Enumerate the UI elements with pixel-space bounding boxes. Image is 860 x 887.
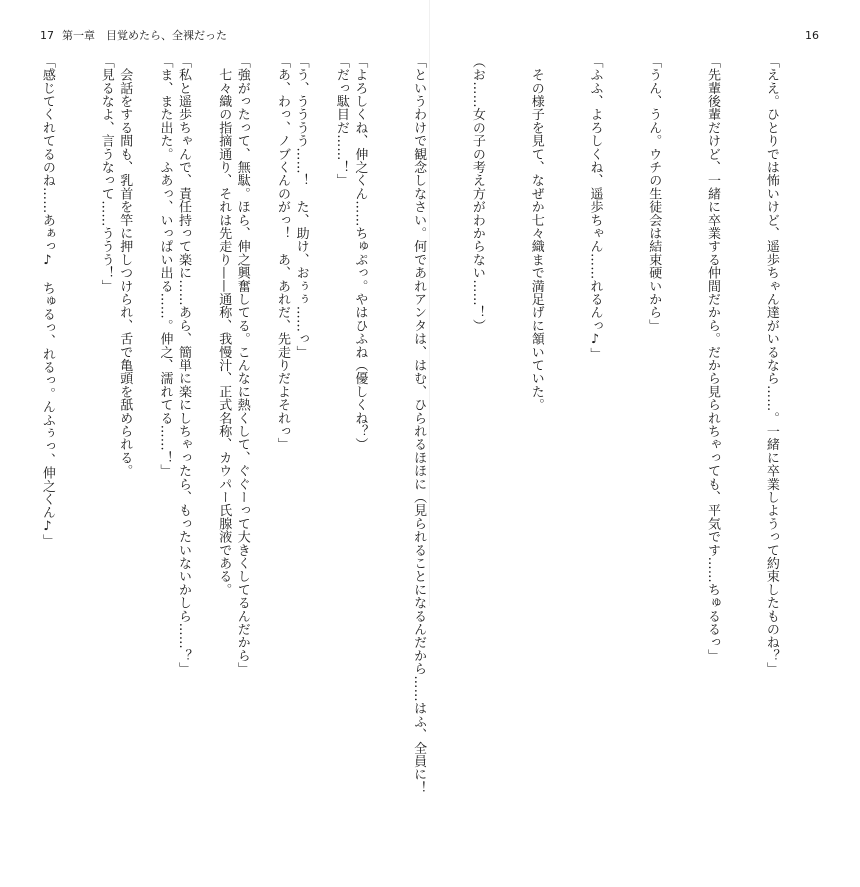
text-line: 「私と遥歩ちゃんで、責任持って楽に……あら、簡単に楽にしちゃったら、もったいないかしら……？」 (176, 55, 191, 676)
text-line: 「見るなよ、言うなって……ううう！」 (98, 55, 114, 293)
text-line: 「う、うううう……！ た、助け、おぅぅ……っ」 (293, 55, 309, 359)
text-line: 「うん、うん。ウチの生徒会は結束硬いから」 (646, 55, 662, 333)
running-header: 第一章 目覚めたら、全裸だった (62, 29, 227, 42)
text-line: 「先輩後輩だけど、一緒に卒業する仲間だから。だから見られちゃっても、平気です……ちゅるるっ」 (705, 55, 721, 663)
left-page-number: 17 (40, 29, 54, 42)
text-line: 「強がったって、無駄。ほら、伸之興奮してる。こんなに熱くして、ぐぐーって大きくしてるんだから」 (234, 55, 250, 676)
text-line: 「感じてくれてるのね……あぁっ♪ ちゅるっ、れるっ。んふぅっ、伸之くん♪」 (39, 55, 55, 548)
text-line: 「だっ駄目だ……！」 (333, 55, 349, 187)
right-page-header (805, 28, 819, 44)
text-line: 「というわけで観念しなさい。何であれアンタは、はむ、ひられるほほに（見られることになるんだから……はふ、全員に！ (411, 55, 427, 795)
left-page-header (40, 28, 227, 44)
text-line: 「ふふ、よろしくね、遥歩ちゃん……れるんっ♪」 (587, 55, 603, 361)
text-line: 七々織の指摘通り、それは先走り——通称、我慢汁、正式名称、カウパー氏腺液である。 (216, 55, 232, 597)
right-page-number: 16 (805, 29, 819, 42)
text-line: 会話をする間も、乳首を竿に押しつけられ、舌で亀頭を舐められる。 (117, 55, 133, 478)
text-line: （お……女の子の考え方がわからない……！） (469, 55, 485, 333)
text-line: その様子を見て、なぜか七々織まで満足げに頷いていた。 (528, 55, 544, 412)
text-line: 「よろしくね、伸之くん……ちゅぷっ。やはひふね（優しくね？） (352, 55, 368, 451)
text-line: 「ま、また出た。ふあっ、いっぱい出る……。伸之、濡れてる……！」 (157, 55, 173, 478)
text-line: 「あ、わっ、ノブくんのがっ！ あ、あれだ、先走りだよそれっ」 (275, 55, 291, 451)
text-line: 「ええ。ひとりでは怖いけど、遥歩ちゃん達がいるなら……。一緒に卒業しようって約束したものね？」 (763, 55, 779, 676)
